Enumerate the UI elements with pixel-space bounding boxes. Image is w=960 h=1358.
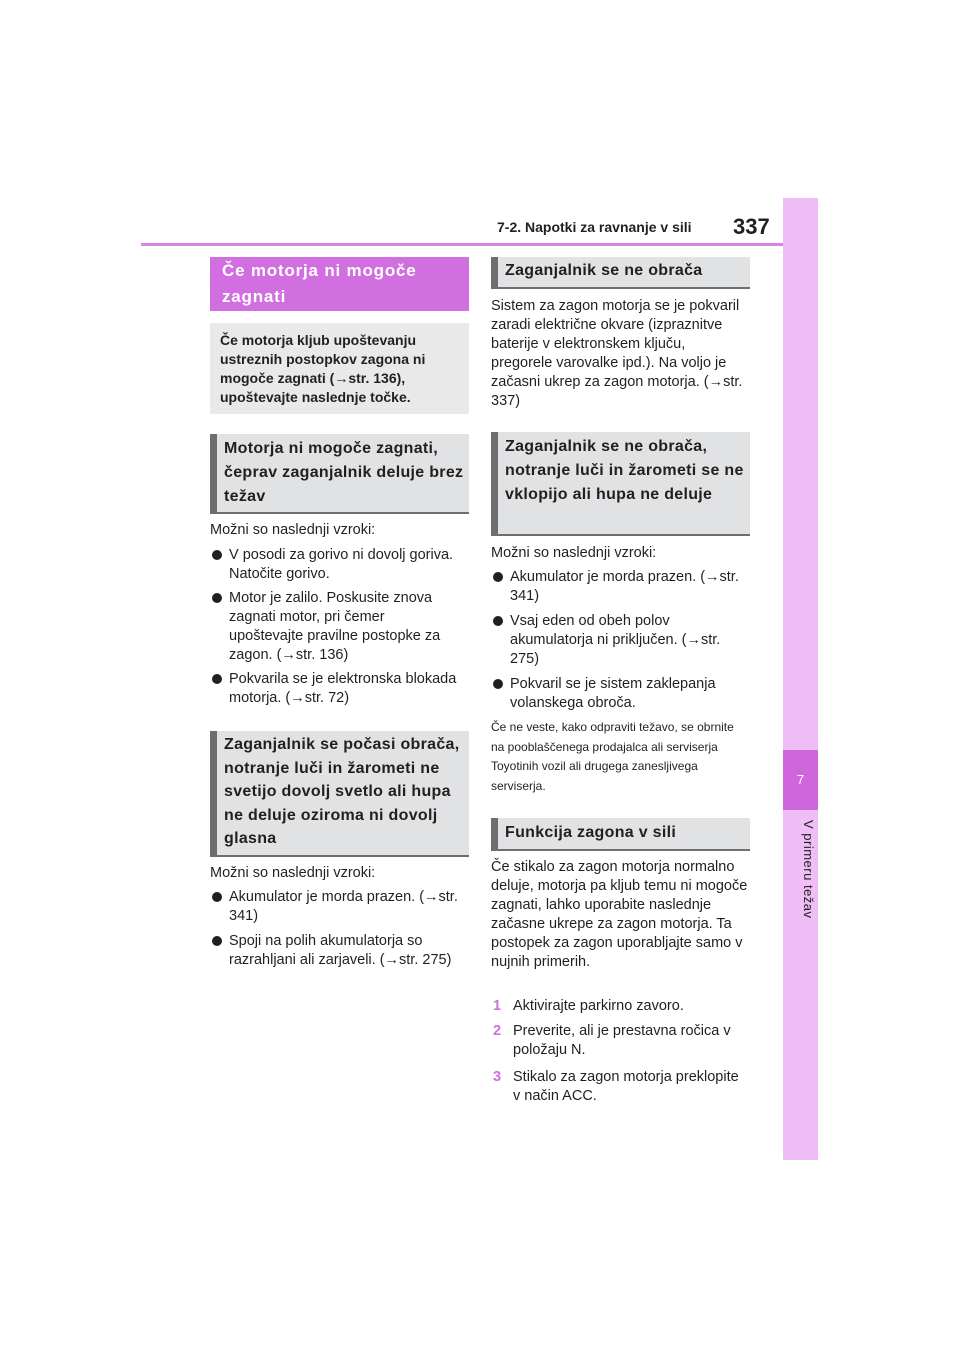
- paragraph: Sistem za zagon motorja se je pokvaril zaradi električne okvare (izpraznitve baterije v elektronskem ključu, pregorele varovalke ipd.). Na voljo je začasni ukrep za zagon motorja. (→str. 337): [491, 298, 743, 409]
- causes-intro: Možni so naslednji vzroki:: [210, 522, 376, 538]
- causes-intro: Možni so naslednji vzroki:: [491, 545, 657, 561]
- list-item: [212, 589, 462, 665]
- paragraph: Če stikalo za zagon motorja normalno deluje, motorja pa kljub temu ni mogoče zagnati, lahko uporabite naslednje začasne ukrepe za zagon motorja. Ta postopek za zagon uporabljajte samo v nujnih primerih.: [491, 859, 748, 970]
- list-item-text: V posodi za gorivo ni dovolj goriva. Natočite gorivo.: [229, 547, 454, 582]
- bullet-icon: [212, 936, 222, 946]
- step-text: Aktivirajte parkirno zavoro.: [513, 998, 684, 1014]
- step-item: [493, 1022, 748, 1060]
- list-item-text: Motor je zalilo. Poskusite znova zagnati motor, pri čemer upoštevajte pravilne postopke za zagon. (→str. 136): [229, 590, 441, 663]
- page-number: 337: [733, 214, 770, 239]
- causes-intro: Možni so naslednji vzroki:: [210, 865, 376, 881]
- subheading-starter-works: Motorja ni mogoče zagnati, čeprav zaganjalnik deluje brez težav: [210, 434, 469, 514]
- bullet-icon: [212, 550, 222, 560]
- list-item-text: Akumulator je morda prazen. (→str. 341): [510, 569, 739, 604]
- list-item-text: Spoji na polih akumulatorja so razrahljani ali zarjaveli. (→str. 275): [229, 933, 452, 968]
- step-text: Stikalo za zagon motorja preklopite v način ACC.: [513, 1069, 739, 1104]
- bullet-icon: [212, 674, 222, 684]
- list-item: [212, 932, 462, 970]
- step-item: [493, 1068, 748, 1106]
- bullet-icon: [212, 593, 222, 603]
- step-item: [493, 997, 748, 1016]
- chapter-side-tab: [783, 198, 818, 1160]
- list-item: [212, 888, 462, 926]
- list-item: [212, 670, 462, 708]
- list-item: [493, 568, 743, 606]
- step-number: 1: [493, 998, 502, 1014]
- chapter-label: V primeru težav: [801, 820, 816, 919]
- bullet-icon: [212, 892, 222, 902]
- subheading-starter-no-crank: Zaganjalnik se ne obrača: [491, 257, 750, 289]
- step-number: 2: [493, 1023, 502, 1039]
- list-item-text: Akumulator je morda prazen. (→str. 341): [229, 889, 458, 924]
- step-number: 3: [493, 1069, 502, 1085]
- dealer-note: Če ne veste, kako odpraviti težavo, se obrnite na pooblaščenega prodajalca ali serviserja Toyotinih vozil ali drugega zanesljivega serviserja.: [491, 720, 734, 793]
- note-box: Če motorja kljub upoštevanju ustreznih postopkov zagona ni mogoče zagnati (→str. 136), upoštevajte naslednje točke.: [210, 323, 469, 414]
- bullet-icon: [493, 572, 503, 582]
- list-item: [493, 675, 743, 713]
- list-item-text: Pokvaril se je sistem zaklepanja volanskega obroča.: [510, 676, 716, 711]
- list-item-text: Pokvarila se je elektronska blokada motorja. (→str. 72): [229, 671, 457, 706]
- subheading-emergency-start: Funkcija zagona v sili: [491, 818, 750, 851]
- section-title: 7-2. Napotki za ravnanje v sili: [497, 219, 692, 235]
- list-item-text: Vsaj eden od obeh polov akumulatorja ni priključen. (→str. 275): [510, 613, 721, 667]
- bullet-icon: [493, 616, 503, 626]
- header-rule: [141, 243, 783, 246]
- main-heading: Če motorja ni mogoče zagnati: [210, 257, 469, 311]
- list-item: [493, 612, 743, 669]
- chapter-number: 7: [783, 750, 818, 810]
- subheading-starter-slow: Zaganjalnik se počasi obrača, notranje luči in žarometi ne svetijo dovolj svetlo ali hupa ne deluje oziroma ni dovolj glasna: [210, 731, 469, 857]
- bullet-icon: [493, 679, 503, 689]
- list-item: [212, 546, 462, 584]
- subheading-no-crank-no-lights: Zaganjalnik se ne obrača, notranje luči in žarometi se ne vklopijo ali hupa ne deluje: [491, 432, 750, 536]
- step-text: Preverite, ali je prestavna ročica v položaju N.: [513, 1023, 731, 1058]
